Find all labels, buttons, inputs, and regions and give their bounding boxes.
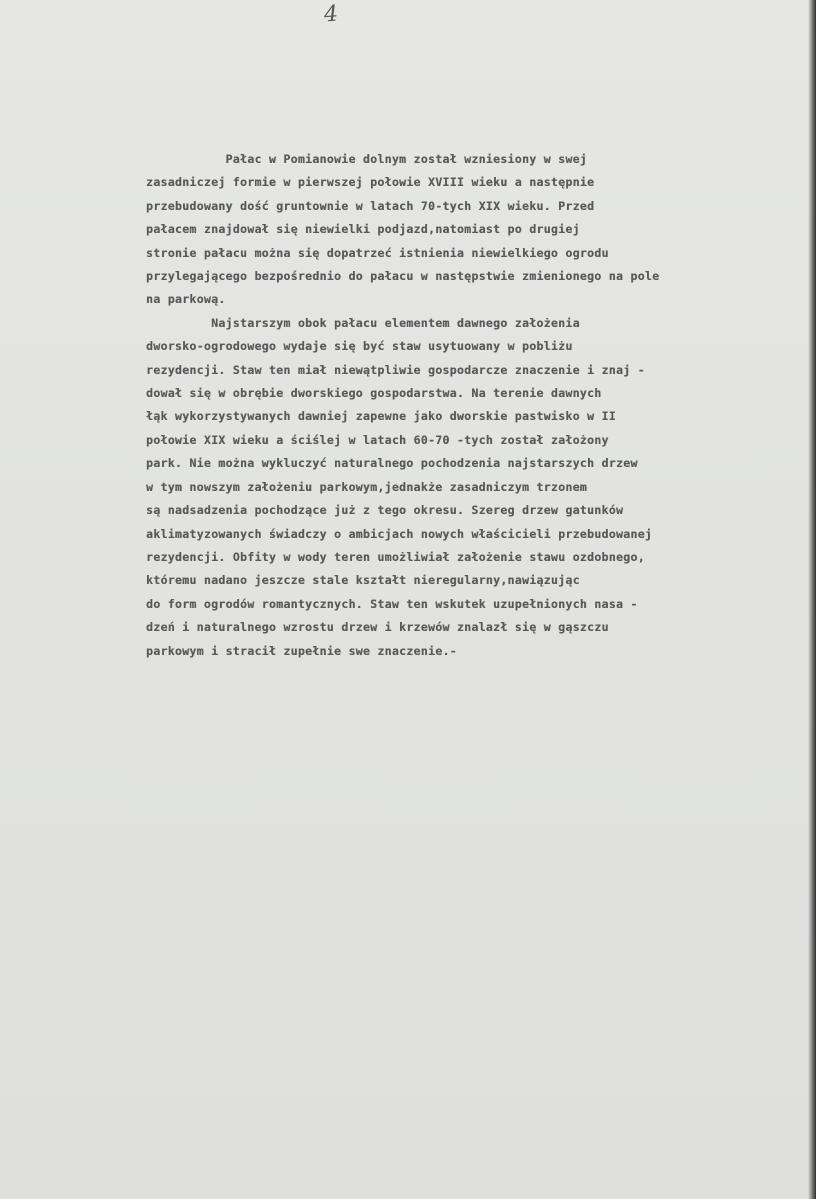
paragraph-pond-and-park: Najstarszym obok pałacu elementem dawnego założenia dworsko-ogrodowego wydaje się być staw usytuowany w pobliżu rezydencji. Staw ten miał niewątpliwie gospodarcze znaczenie i znaj - dował się w obrębie dworskiego gospodarstwa. Na terenie dawnych łąk wykorzystywanych dawniej zapewne jako dworskie pastwisko w II połowie XIX wieku a ściślej w latach 60-70 -tych został założony park. Nie można wykluczyć naturalnego pochodzenia najstarszych drzew w tym nowszym założeniu parkowym,jednakże zasadniczym trzonem są nadsadzenia pochodzące już z tego okresu. Szereg drzew gatunków aklimatyzowanych świadczy o ambicjach nowych właścicieli przebudowanej rezydencji. Obfity w wody teren umożliwiał założenie stawu ozdobnego, któremu nadano jeszcze stale kształt nieregularny,nawiązując do form ogrodów romantycznych. Staw ten wskutek uzupełnionych nasa - dzeń i naturalnego wzrostu drzew i krzewów znalazł się w gąszczu parkowym i stracił zupełnie swe znaczenie.-	[146, 315, 653, 658]
paragraph-palace-history: Pałac w Pomianowie dolnym został wzniesiony w swej zasadniczej formie w pierwszej połowie XVIII wieku a następnie przebudowany dość gruntownie w latach 70-tych XIX wieku. Przed pałacem znajdował się niewielki podjazd,natomiast po drugiej stronie pałacu można się dopatrzeć istnienia niewielkiego ogrodu przylegającego bezpośrednio do pałacu w następstwie zmienionego na pole na parkową.	[146, 152, 660, 307]
page-number: 4	[323, 1, 339, 28]
page-edge-shadow	[808, 0, 816, 1199]
typed-text-body	[146, 148, 796, 663]
